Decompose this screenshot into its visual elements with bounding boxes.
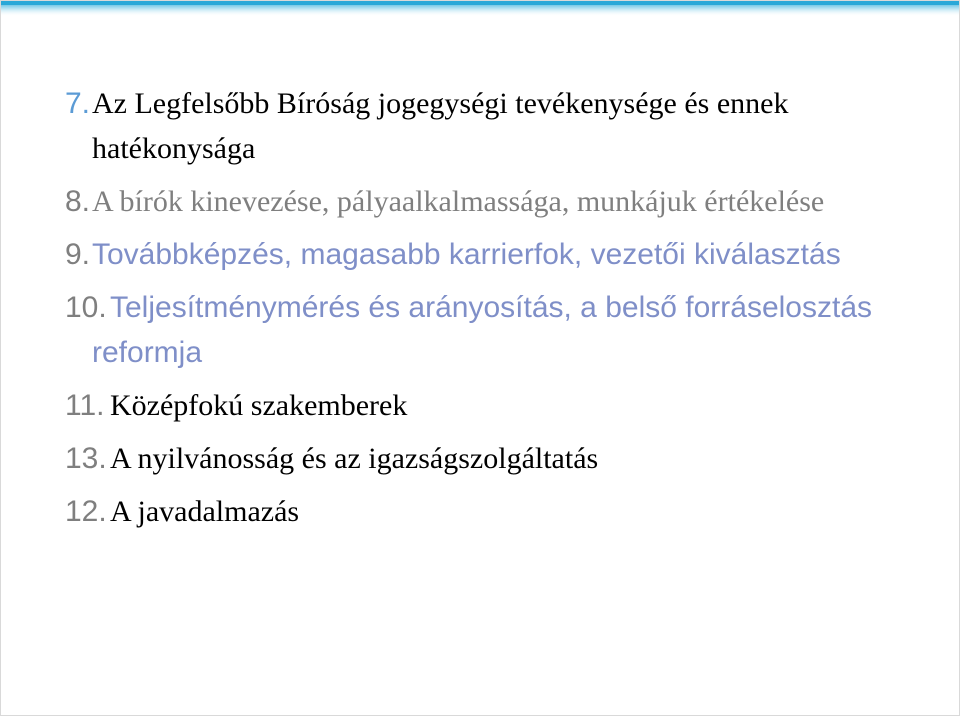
list-item: [65, 179, 925, 224]
list-item: [65, 285, 925, 375]
item-number: 8.: [65, 185, 91, 218]
list-item: [65, 383, 925, 428]
item-number: 7.: [65, 87, 91, 120]
item-text: Az Legfelsőbb Bíróság jogegységi tevékenysége és ennek hatékonysága: [92, 87, 789, 165]
item-number: 12.: [65, 495, 107, 528]
list-item: [65, 232, 925, 277]
item-text: A bírók kinevezése, pályaalkalmassága, munkájuk értékelése: [92, 185, 825, 218]
item-text: Teljesítménymérés és arányosítás, a belső forráselosztás reformja: [92, 291, 872, 369]
item-number: 13.: [65, 442, 107, 475]
item-number: 9.: [65, 238, 91, 271]
item-number: 10.: [65, 291, 107, 324]
list-item: [65, 489, 925, 534]
agenda-list: [65, 81, 925, 542]
item-text: Középfokú szakemberek: [110, 389, 408, 422]
item-text: A nyilvánosság és az igazságszolgáltatás: [110, 442, 599, 475]
list-item: [65, 436, 925, 481]
item-number: 11.: [65, 389, 105, 422]
item-text: Továbbképzés, magasabb karrierfok, vezetői kiválasztás: [92, 238, 841, 271]
list-item: [65, 81, 925, 171]
item-text: A javadalmazás: [110, 495, 300, 528]
